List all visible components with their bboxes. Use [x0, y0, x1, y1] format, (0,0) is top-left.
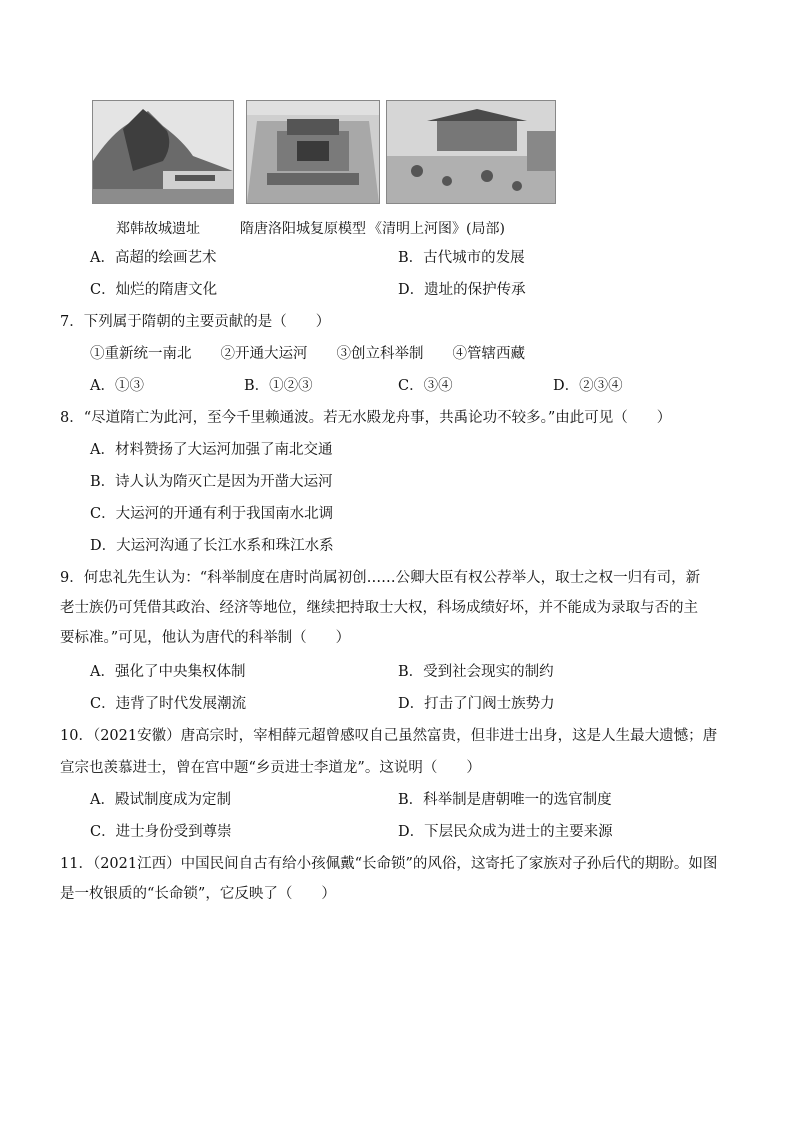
q10-option-b: B．科举制是唐朝唯一的选官制度	[398, 792, 612, 808]
q9-stem-line1: 9．何忠礼先生认为：“科举制度在唐时尚属初创……公卿大臣有权公荐举人，取士之权一归有司，新	[60, 570, 701, 586]
q8-option-c: C．大运河的开通有利于我国南水北调	[90, 506, 334, 522]
q9-option-b: B．受到社会现实的制约	[398, 664, 554, 680]
q11-stem-line1: 11．（2021江西）中国民间自古有给小孩佩戴“长命锁”的风俗，这寄托了家族对子孙后代的期盼。如图	[60, 856, 718, 872]
q9-option-a: A．强化了中央集权体制	[90, 664, 246, 680]
q7-option-d: D．②③④	[553, 378, 623, 394]
q9-stem-line3: 要标准。”可见，他认为唐代的科举制（ ）	[60, 630, 351, 646]
q10-stem-line2: 宣宗也羡慕进士，曾在宫中题“乡贡进士李道龙”。这说明（ ）	[60, 760, 481, 776]
q10-stem-line1: 10．（2021安徽）唐高宗时，宰相薛元超曾感叹自己虽然富贵，但非进士出身，这是人生最大遗憾；唐	[60, 728, 718, 744]
caption-qingming: 《清明上河图》(局部)	[368, 221, 505, 237]
q6-option-b: B．古代城市的发展	[398, 250, 525, 266]
q10-option-d: D．下层民众成为进士的主要来源	[398, 824, 613, 840]
q6-option-c: C．灿烂的隋唐文化	[90, 282, 218, 298]
caption-luoyang: 隋唐洛阳城复原模型	[240, 221, 366, 237]
luoyang-model-photo	[246, 100, 380, 204]
q6-option-d: D．遗址的保护传承	[398, 282, 526, 298]
q11-stem-line2: 是一枚银质的“长命锁”，它反映了（ ）	[60, 886, 336, 902]
q8-option-a: A．材料赞扬了大运河加强了南北交通	[90, 442, 333, 458]
q9-option-c: C．违背了时代发展潮流	[90, 696, 247, 712]
caption-zhenghan: 郑韩故城遗址	[116, 221, 200, 237]
q10-option-c: C．进士身份受到尊崇	[90, 824, 232, 840]
q9-stem-line2: 老士族仍可凭借其政治、经济等地位，继续把持取士大权，科场成绩好坏，并不能成为录取与否的主	[60, 600, 698, 616]
q7-option-c: C．③④	[398, 378, 453, 394]
q10-option-a: A．殿试制度成为定制	[90, 792, 231, 808]
q7-option-b: B．①②③	[244, 378, 313, 394]
q6-option-a: A．高超的绘画艺术	[90, 250, 217, 266]
q9-option-d: D．打击了门阀士族势力	[398, 696, 555, 712]
zhenghan-ruins-photo	[92, 100, 234, 204]
q7-option-a: A．①③	[90, 378, 144, 394]
q8-stem: 8．“尽道隋亡为此河，至今千里赖通波。若无水殿龙舟事，共禹论功不较多。”由此可见（ ）	[60, 410, 672, 426]
q8-option-d: D．大运河沟通了长江水系和珠江水系	[90, 538, 334, 554]
q7-stem: 7．下列属于隋朝的主要贡献的是（ ）	[60, 314, 331, 330]
q7-items: ①重新统一南北 ②开通大运河 ③创立科举制 ④管辖西藏	[90, 346, 525, 362]
qingming-painting-photo	[386, 100, 556, 204]
q8-option-b: B．诗人认为隋灭亡是因为开凿大运河	[90, 474, 333, 490]
